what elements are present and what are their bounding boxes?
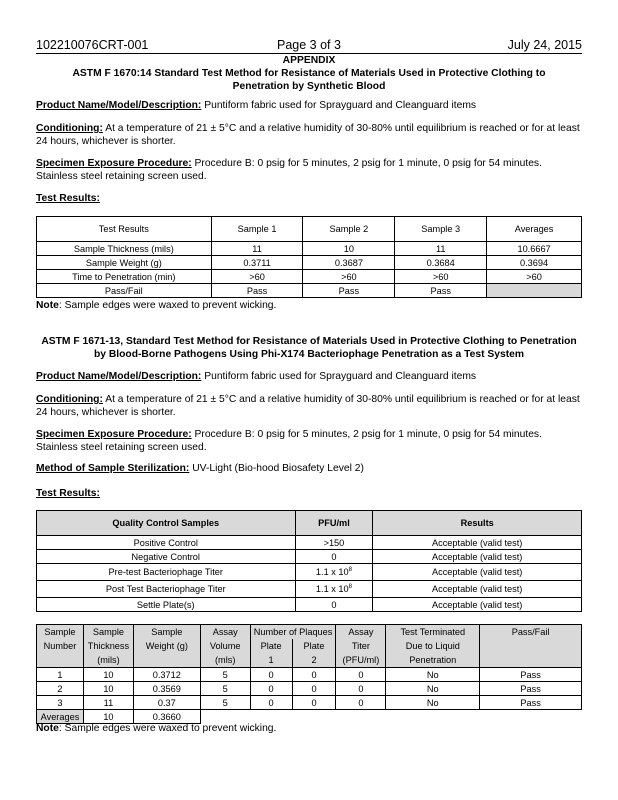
section2-note	[36, 722, 582, 735]
section1-product	[36, 99, 582, 112]
table-header-cell: Quality Control Samples	[37, 511, 296, 536]
table-cell: 10	[83, 710, 133, 724]
table-cell: No	[386, 668, 480, 682]
section2-exposure	[36, 428, 582, 454]
sample-number-header	[37, 625, 84, 668]
table-cell: No	[386, 696, 480, 710]
table-row	[37, 270, 582, 284]
table-cell	[295, 581, 373, 598]
table-cell: 0.3687	[303, 256, 395, 270]
table-cell: 2	[37, 682, 84, 696]
exposure-value: Procedure B: 0 psig for 5 minutes, 2 psig for 1 minute, 0 psig for 54 minutes. Stainless steel retaining screen used.	[36, 429, 542, 453]
table-cell: 0	[292, 696, 336, 710]
table-cell: 0	[292, 668, 336, 682]
table-row	[37, 682, 582, 696]
table-cell: 10.6667	[487, 242, 582, 256]
table-cell: Acceptable (valid test)	[373, 536, 582, 550]
table-cell: 11	[395, 242, 487, 256]
terminated-header	[386, 625, 480, 668]
conditioning-value: At a temperature of 21 ± 5°C and a relative humidity of 30-80% until equilibrium is reached or for at least 24 hours, whichever is shorter.	[36, 123, 580, 147]
header-line: Test Terminated	[400, 627, 466, 637]
table-cell: Time to Penetration (min)	[37, 270, 212, 284]
header-line: Titer	[351, 641, 370, 651]
conditioning-value: At a temperature of 21 ± 5°C and a relative humidity of 30-80% until equilibrium is reached or for at least 24 hours, whichever is shorter.	[36, 394, 580, 418]
product-value: Puntiform fabric used for Sprayguard and Cleanguard items	[204, 371, 477, 382]
table-cell: Pre-test Bacteriophage Titer	[37, 564, 296, 581]
page-number: Page 3 of 3	[277, 38, 341, 52]
header-line: Volume	[209, 641, 241, 651]
volume-header	[200, 625, 250, 668]
table-cell	[295, 564, 373, 581]
table-cell: Sample Thickness (mils)	[37, 242, 212, 256]
table-row	[37, 256, 582, 270]
table-header-row	[37, 217, 582, 242]
plaques-header: Number of Plaques	[250, 625, 336, 640]
header-line: Sample	[151, 627, 183, 637]
product-label: Product Name/Model/Description:	[36, 100, 202, 111]
header-line: 2	[311, 655, 317, 665]
table-cell: Pass	[303, 284, 395, 298]
section2-sterilization	[36, 462, 582, 475]
header-line: (mls)	[214, 655, 236, 665]
header-line: Penetration	[409, 655, 457, 665]
header-line: 1	[268, 655, 274, 665]
table-header-row	[37, 511, 582, 536]
table-row	[37, 668, 582, 682]
table-header-cell: Sample 3	[395, 217, 487, 242]
table-row	[37, 564, 582, 581]
table-row	[37, 581, 582, 598]
table-cell: Pass	[480, 696, 582, 710]
plate2-header	[292, 639, 336, 668]
table-cell: Acceptable (valid test)	[373, 564, 582, 581]
header-line: (PFU/ml)	[342, 655, 380, 665]
conditioning-label: Conditioning:	[36, 394, 103, 405]
section1-conditioning	[36, 122, 582, 148]
table-row	[37, 550, 582, 564]
conditioning-label: Conditioning:	[36, 123, 103, 134]
header-line: Assay	[348, 627, 374, 637]
table-cell: Pass	[395, 284, 487, 298]
table-cell: Negative Control	[37, 550, 296, 564]
section2-conditioning	[36, 393, 582, 419]
document-id: 102210076CRT-001	[36, 38, 149, 52]
pfu-exponent: 8	[348, 583, 352, 590]
table-cell: >60	[303, 270, 395, 284]
table-cell: 0.3569	[133, 682, 200, 696]
table-cell: 3	[37, 696, 84, 710]
exposure-label: Specimen Exposure Procedure:	[36, 429, 192, 440]
test-results-label: Test Results:	[36, 488, 100, 499]
table-cell	[295, 550, 373, 564]
table-cell: 0.3684	[395, 256, 487, 270]
note-label: Note	[36, 723, 59, 734]
table-cell	[295, 536, 373, 550]
header-line: Sample	[44, 627, 76, 637]
section2-title: ASTM F 1671-13, Standard Test Method for Resistance of Materials Used in Protective Clothing to Penetration by Blood-Borne Pathogens Using Phi-X174 Bacteriophage Penetration as a Test System	[41, 336, 577, 360]
note-label: Note	[36, 300, 59, 311]
table-cell: 10	[303, 242, 395, 256]
thickness-header	[83, 625, 133, 668]
passfail-header: Pass/Fail	[480, 625, 582, 668]
section1-results-label	[36, 192, 582, 205]
section1-title: ASTM F 1670:14 Standard Test Method for Resistance of Materials Used in Protective Clothing to Penetration by Synthetic Blood	[72, 68, 546, 92]
header-line: Assay	[212, 627, 238, 637]
report-date: July 24, 2015	[507, 38, 582, 52]
pfu-value: 0	[331, 599, 337, 610]
table-cell: Acceptable (valid test)	[373, 598, 582, 612]
quality-control-table	[36, 510, 582, 612]
header-line: Due to Liquid	[405, 641, 460, 651]
table-row	[37, 284, 582, 298]
table-cell: 0	[336, 682, 386, 696]
table-cell: Settle Plate(s)	[37, 598, 296, 612]
table-cell: 0.3712	[133, 668, 200, 682]
table-cell: Acceptable (valid test)	[373, 581, 582, 598]
table-header-cell: Sample 1	[211, 217, 303, 242]
product-value: Puntiform fabric used for Sprayguard and Cleanguard items	[204, 100, 477, 111]
table-cell: 0	[336, 696, 386, 710]
table-cell: Post Test Bacteriophage Titer	[37, 581, 296, 598]
table-header-cell: Sample 2	[303, 217, 395, 242]
table-cell: 0	[336, 668, 386, 682]
table-row	[37, 242, 582, 256]
note-value: : Sample edges were waxed to prevent wicking.	[58, 723, 277, 734]
table-header-row	[37, 625, 582, 640]
pfu-value: 0	[331, 551, 337, 562]
header-line: Plate	[303, 641, 325, 651]
table-cell: Acceptable (valid test)	[373, 550, 582, 564]
header-line: Sample	[92, 627, 124, 637]
sterilization-label: Method of Sample Sterilization:	[36, 463, 190, 474]
table-cell: 10	[83, 682, 133, 696]
appendix-heading: APPENDIX	[282, 55, 336, 66]
table-cell: 0.3694	[487, 256, 582, 270]
table-header-cell: Results	[373, 511, 582, 536]
table-row	[37, 696, 582, 710]
table-cell: 0	[250, 668, 292, 682]
blood-results-table	[36, 216, 582, 298]
table-header-cell: Averages	[487, 217, 582, 242]
sterilization-value: UV-Light (Bio-hood Biosafety Level 2)	[192, 463, 364, 474]
averages-label: Averages	[37, 710, 84, 724]
table-cell: Pass	[480, 682, 582, 696]
table-cell: 5	[200, 682, 250, 696]
section1-note	[36, 299, 582, 312]
header-line: Number	[43, 641, 77, 651]
table-cell: 11	[83, 696, 133, 710]
header-line: Thickness	[87, 641, 130, 651]
table-cell: 0	[292, 682, 336, 696]
table-cell-empty	[487, 284, 582, 298]
exposure-value: Procedure B: 0 psig for 5 minutes, 2 psig for 1 minute, 0 psig for 54 minutes. Stainless steel retaining screen used.	[36, 158, 542, 182]
weight-header	[133, 625, 200, 668]
sample-results-table	[36, 624, 582, 724]
table-cell: Sample Weight (g)	[37, 256, 212, 270]
product-label: Product Name/Model/Description:	[36, 371, 202, 382]
table-cell: Pass	[211, 284, 303, 298]
table-cell: 1	[37, 668, 84, 682]
table-cell: 10	[83, 668, 133, 682]
table-header-cell: Test Results	[37, 217, 212, 242]
section2-results-label	[36, 487, 582, 500]
test-results-label: Test Results:	[36, 193, 100, 204]
exposure-label: Specimen Exposure Procedure:	[36, 158, 192, 169]
titer-header	[336, 625, 386, 668]
section2-product	[36, 370, 582, 383]
table-cell: 5	[200, 668, 250, 682]
pfu-value: 1.1 x 10	[315, 584, 349, 594]
plate1-header	[250, 639, 292, 668]
table-cell: No	[386, 682, 480, 696]
table-cell: Pass/Fail	[37, 284, 212, 298]
section1-exposure	[36, 157, 582, 183]
table-header-cell: PFU/ml	[295, 511, 373, 536]
note-value: : Sample edges were waxed to prevent wicking.	[58, 300, 277, 311]
table-cell: 5	[200, 696, 250, 710]
table-cell: >60	[395, 270, 487, 284]
table-row	[37, 598, 582, 612]
header-line: Weight (g)	[145, 641, 188, 651]
table-cell: 0	[250, 696, 292, 710]
table-cell: 0	[250, 682, 292, 696]
table-cell: 0.3660	[133, 710, 200, 724]
pfu-value: 1.1 x 10	[315, 567, 349, 577]
table-cell: 0.37	[133, 696, 200, 710]
table-cell: 0.3711	[211, 256, 303, 270]
header-line: (mils)	[97, 655, 120, 665]
table-cell: Pass	[480, 668, 582, 682]
pfu-value: >150	[323, 537, 345, 548]
table-cell: Positive Control	[37, 536, 296, 550]
table-cell: >60	[487, 270, 582, 284]
table-cell: >60	[211, 270, 303, 284]
header-line: Plate	[260, 641, 282, 651]
pfu-exponent: 8	[348, 566, 352, 573]
table-cell	[295, 598, 373, 612]
table-cell: 11	[211, 242, 303, 256]
table-row	[37, 536, 582, 550]
